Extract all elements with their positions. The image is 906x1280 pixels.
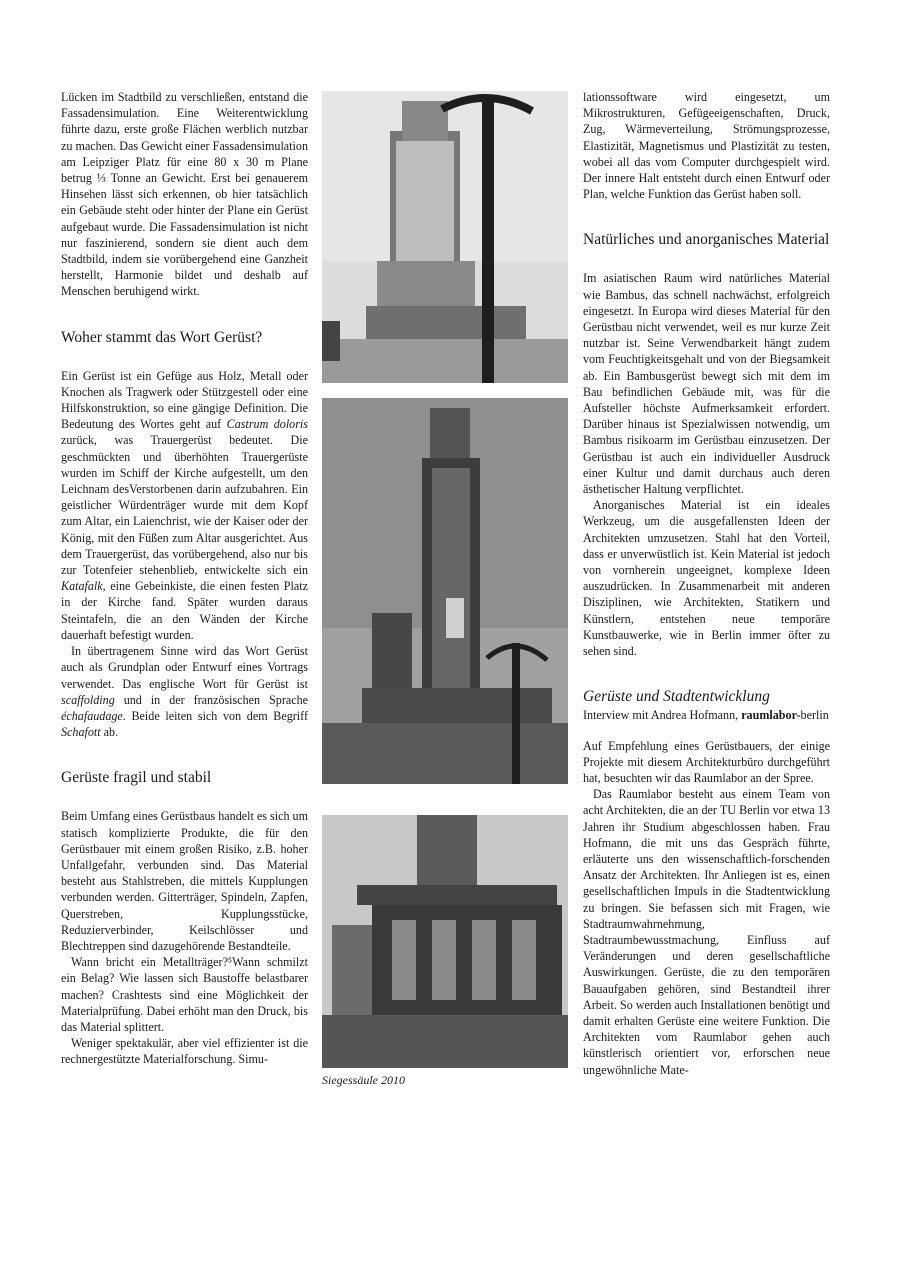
paragraph: Weniger spektakulär, aber viel effizienter ist die rechnergestützte Materialforschung. Simu- <box>61 1036 308 1067</box>
paragraph: Das Raumlabor besteht aus einem Team von acht Architekten, die an der TU Berlin vor etwa 13 Jahren ihr Studium abgeschlossen haben. Frau Hofmann, die mit uns das Gespräch führte, erläuterte uns den wissenschaftlich-forschenden Ansatz der Architekten. Ihr Anliegen ist es, einen gesellschaftlichen Impuls in die Stadtentwicklung zu bringen. Sie befassen sich mit Fragen, wie Stadtraumwahrnehmung, Stadtraumbewusstmachung, Einfluss auf Veränderungen und deren gesellschaftliche Auswirkungen. Gerüste, die zu den temporären Bauaufgaben gehören, sind Bestandteil ihrer Arbeit. So werden auch Installationen benötigt und damit erhalten Gerüste eine weitere Funktion. Die Architekten vom Raumlabor gehen auch künstlerisch orientiert vor, erforschen neue ungewöhnliche Mate- <box>583 787 830 1077</box>
heading-stadt: Gerüste und Stadtentwicklung <box>583 688 770 706</box>
paragraph: Lücken im Stadtbild zu verschließen, entstand die Fassadensimulation. Eine Weiterentwicklung führte dazu, erste große Flächen werblich nutzbar zu machen. Das Gewicht einer Fassadensimulation am Leipziger Platz für eine 80 x 30 m Plane betrug ⅓ Tonne an Gewicht. Erst bei genauerem Hinsehen lässt sich erkennen, ob hier tatsächlich ein Gebäude steht oder hinter der Plane ein Gerüst aufgebaut wurde. Die Fassadensimulation ist nicht nur faszinierend, sondern sie dient auch dem Stadtbild, indem sie vorübergehend eine Ganzheit herstellt, Harmonie bildet und deshalb auf Menschen beruhigend wirkt. <box>61 90 308 299</box>
paragraph: Im asiatischen Raum wird natürliches Material wie Bambus, das schnell nachwächst, erfolgreich eingesetzt. In Europa wird dieses Material für den Gerüstbau nicht verwendet, weil es nur kurze Zeit nutzbar ist. Seine Verwendbarkeit hängt zudem vom Feuchtigkeitsgehalt und von der Biegsamkeit ab. Ein Bambusgerüst bewegt sich mit dem im Bau befindlichen Gebäude mit, was für die Aufsteller höchste Aufmerksamkeit erfordert. Darüber hinaus ist Spezialwissen notwendig, um Bambus risikoarm im Gerüstbau einzusetzen. Der Gerüstbau ist auch ein individueller Ausdruck einer Kultur und damit durchaus auch deren ästhetischer Haltung verpflichtet. <box>583 271 830 497</box>
paragraph: lationssoftware wird eingesetzt, um Mikrostrukturen, Gefügeeigenschaften, Druck, Zug, Wärmeverteilung, Strömungsprozesse, Elastizität, Magnetismus und Plastizität zu testen, wobei all das vom Computer durchgespielt wird. Der innere Halt entsteht durch einen Entwurf oder Plan, welche Funktion das Gerüst haben soll. <box>583 90 830 202</box>
photo-caption: Siegessäule 2010 <box>322 1073 405 1087</box>
photo-column-middle <box>322 398 568 784</box>
photo-column-top <box>322 91 568 383</box>
heading-material: Natürliches und anorganisches Material <box>583 231 830 249</box>
heading-woher: Woher stammt das Wort Gerüst? <box>61 328 263 346</box>
right-column <box>583 89 830 1078</box>
left-column <box>61 89 308 1068</box>
paragraph: Beim Umfang eines Gerüstbaus handelt es sich um statisch komplizierte Produkte, die für den Gerüstbauer mit einem großen Risiko, z.B. hoher Unfallgefahr, verbunden sind. Das Material besteht aus Stahlstreben, die mittels Kupplungen verbunden werden. Gitterträger, Spindeln, Zapfen, Querstreben, Kupplungsstücke, Reduzierverbinder, Keilschlösser und Blechtreppen sind dazugehörende Bestandteile. <box>61 809 308 953</box>
paragraph: In übertragenem Sinne wird das Wort Gerüst auch als Grundplan oder Entwurf eines Vortrags verwendet. Das englische Wort für Gerüst ist scaffolding und in der französischen Sprache échafaudage. Beide leiten sich von dem Begriff Schafott ab. <box>61 644 308 740</box>
heading-fragil: Gerüste fragil und stabil <box>61 769 212 787</box>
paragraph: Ein Gerüst ist ein Gefüge aus Holz, Metall oder Knochen als Tragwerk oder Stützgestell oder eine Hilfskonstruktion, so eine gängige Definition. Die Bedeutung des Wortes geht auf Castrum doloris zurück, was Trauergerüst bedeutet. Die geschmückten und überhöhten Trauergerüste wurden im Schiff der Kirche aufgestellt, um den Leichnam desVerstorbenen darin aufzubahren. Ein geistlicher Würdenträger wurde mit dem Kopf zum Altar, ein Laienchrist, wie der Kaiser oder der König, mit den Füßen zum Altar ausgerichtet. Aus dem Trauergerüst, das vorübergehend, also nur bis zur Totenfeier stehenblieb, entwickelte sich ein Katafalk, eine Gebeinkiste, die einen festen Platz in der Kirche fand. Später wurden daraus Steintafeln, die an den Wänden der Kirche dauerhaft befestigt wurden. <box>61 368 309 642</box>
interview-line: Interview mit Andrea Hofmann, raumlabor-berlin <box>583 708 829 723</box>
paragraph: Anorganisches Material ist ein ideales Werkzeug, um die ausgefallensten Ideen der Architekten umzusetzen. Stahl hat den Vorteil, dass er unverwüstlich ist. Kein Material ist jedoch von vornherein ungeeignet, komplexe Ideen auszudrücken. In Zusammenarbeit mit anderen Disziplinen, wie Architekten, Statikern und Künstlern, entstehen neue temporäre Kunstbauwerke, wie in Berlin immer öfter zu sehen sind. <box>583 498 830 659</box>
paragraph: Auf Empfehlung eines Gerüstbauers, der einige Projekte mit diesem Architekturbüro durchgeführt hat, besuchten wir das Raumlabor an der Spree. <box>583 738 830 785</box>
paragraph: Wann bricht ein Metallträger?⁵Wann schmilzt ein Belag? Wie lassen sich Baustoffe belastbarer machen? Crashtests sind eine Möglichkeit der Materialprüfung. Dabei erhöht man den Druck, bis das Material splittert. <box>61 955 308 1034</box>
photo-column-bottom <box>322 815 568 1068</box>
